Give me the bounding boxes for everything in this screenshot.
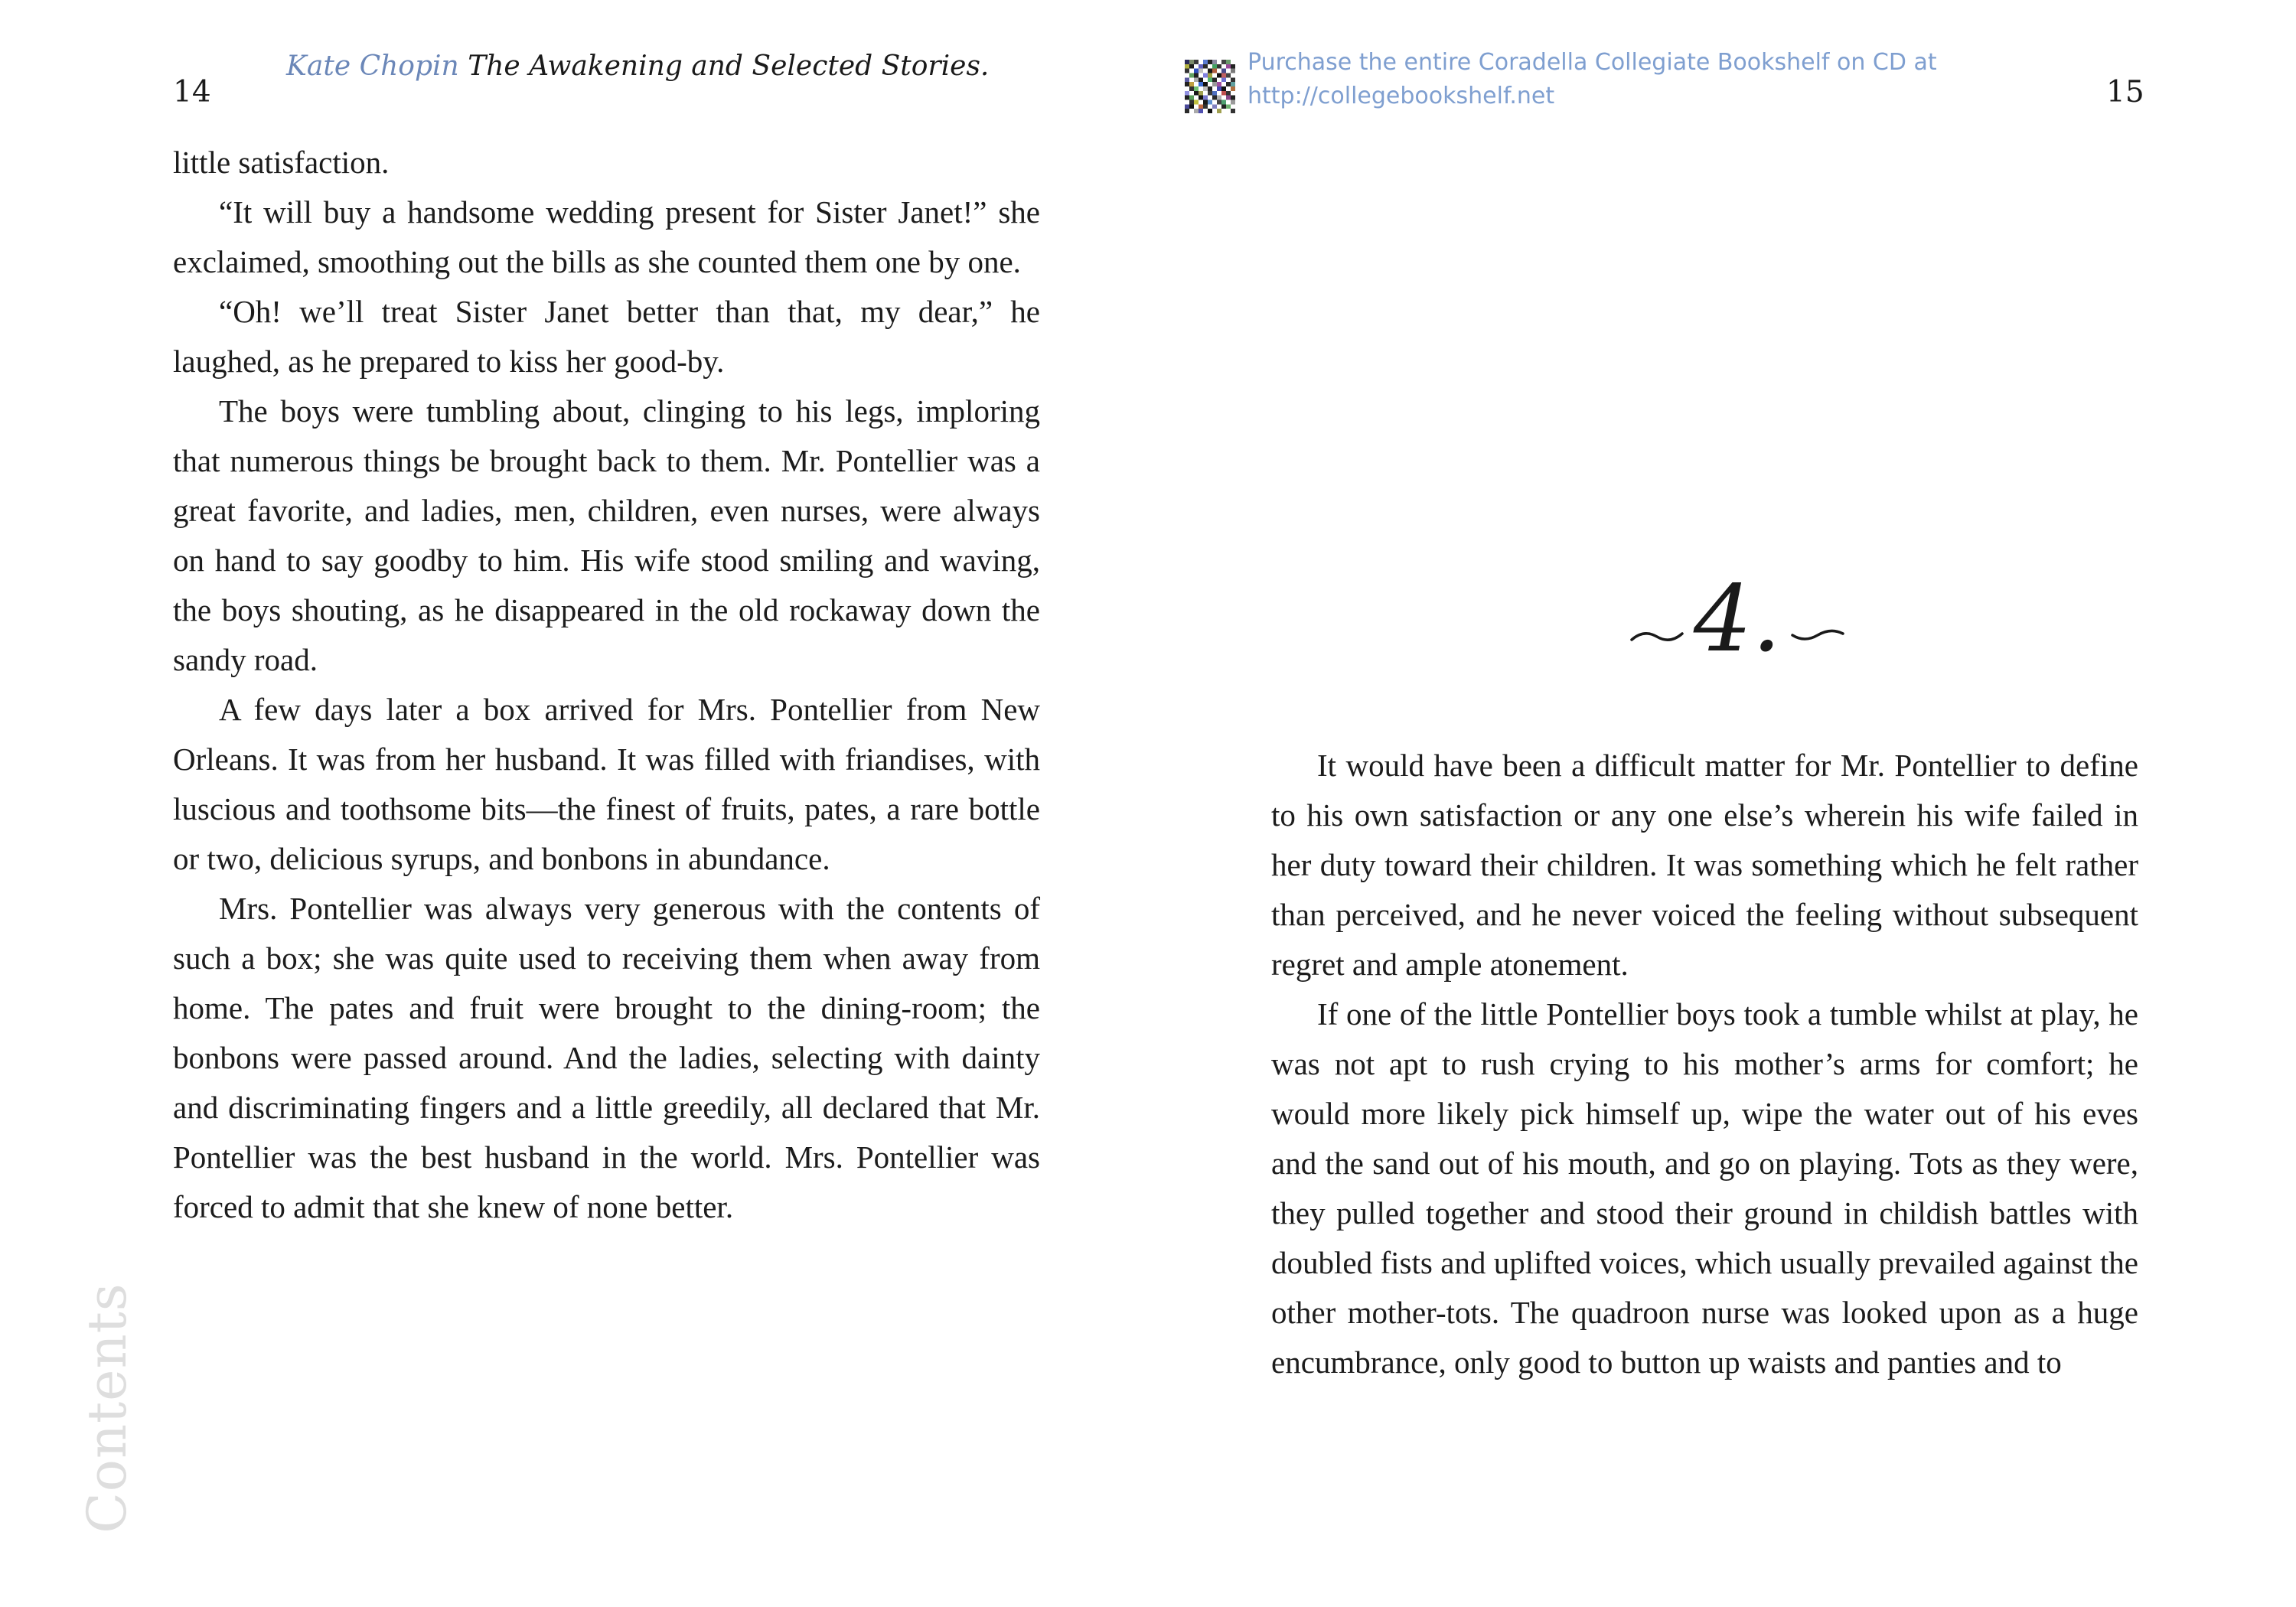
promo-line-1[interactable]: Purchase the entire Coradella Collegiate Bookshelf on CD at <box>1247 49 1937 76</box>
paragraph: “It will buy a handsome wedding present for Sister Janet!” she exclaimed, smoothing out the bills as she counted them one by one. <box>173 194 1040 279</box>
left-page-number: 14 <box>173 75 211 109</box>
paragraph: little satisfaction. <box>173 145 390 180</box>
qr-code-icon[interactable] <box>1185 60 1235 113</box>
book-title: The Awakening and Selected Stories. <box>468 51 990 82</box>
paragraph: A few days later a box arrived for Mrs. Pontellier from New Orleans. It was from her husband. It was filled with friandises, with luscious and toothsome bits—the finest of fruits, pates, a rare bottle or two, delicious syrups, and bonbons in abundance. <box>173 692 1040 876</box>
paragraph: “Oh! we’ll treat Sister Janet better than that, my dear,” he laughed, as he prepared to kiss her good-by. <box>173 294 1040 379</box>
contents-tab[interactable] <box>31 1270 184 1546</box>
author-link[interactable]: Kate Chopin <box>286 51 459 82</box>
paragraph: Mrs. Pontellier was always very generous with the contents of such a box; she was quite used to receiving them when away from home. The pates and fruit were brought to the dining-room; the bonbons were passed around. And the ladies, selecting with dainty and discriminating fingers and a little greedily, all declared that Mr. Pontellier was the best husband in the world. Mrs. Pontellier was forced to admit that she knew of none better. <box>173 891 1040 1224</box>
paragraph: The boys were tumbling about, clinging to his legs, imploring that numerous things be brought back to them. Mr. Pontellier was a great favorite, and ladies, men, children, even nurses, were always on hand to say goodby to him. His wife stood smiling and waving, the boys shouting, as he disappeared in the old rockaway down the sandy road. <box>173 393 1040 677</box>
chapter-heading <box>1623 566 1852 673</box>
running-head <box>286 51 989 82</box>
chapter-number: 4. <box>1693 566 1782 673</box>
promo-text[interactable] <box>1247 46 2013 113</box>
right-page-number: 15 <box>2106 75 2144 109</box>
contents-link[interactable]: Contents <box>76 1283 139 1534</box>
right-page-text <box>1271 741 2138 1387</box>
paragraph: It would have been a difficult matter for Mr. Pontellier to define to his own satisfaction or any one else’s wherein his wife failed in her duty toward their children. It was something which he felt rather than perceived, and he never voiced the feeling without subsequent regret and ample atonement. <box>1271 748 2138 982</box>
promo-url[interactable]: http://collegebookshelf.net <box>1247 83 1555 109</box>
ornament-tilde-right <box>1791 624 1844 647</box>
left-page-text <box>173 138 1040 1232</box>
paragraph: If one of the little Pontellier boys took a tumble whilst at play, he was not apt to rush crying to his mother’s arms for comfort; he would more likely pick himself up, wipe the water out of his eves and the sand out of his mouth, and go on playing. Tots as they were, they pulled together and stood their ground in childish battles with doubled fists and uplifted voices, which usually prevailed against the other mother-tots. The quadroon nurse was looked upon as a huge encumbrance, only good to button up waists and panties and to <box>1271 996 2138 1380</box>
